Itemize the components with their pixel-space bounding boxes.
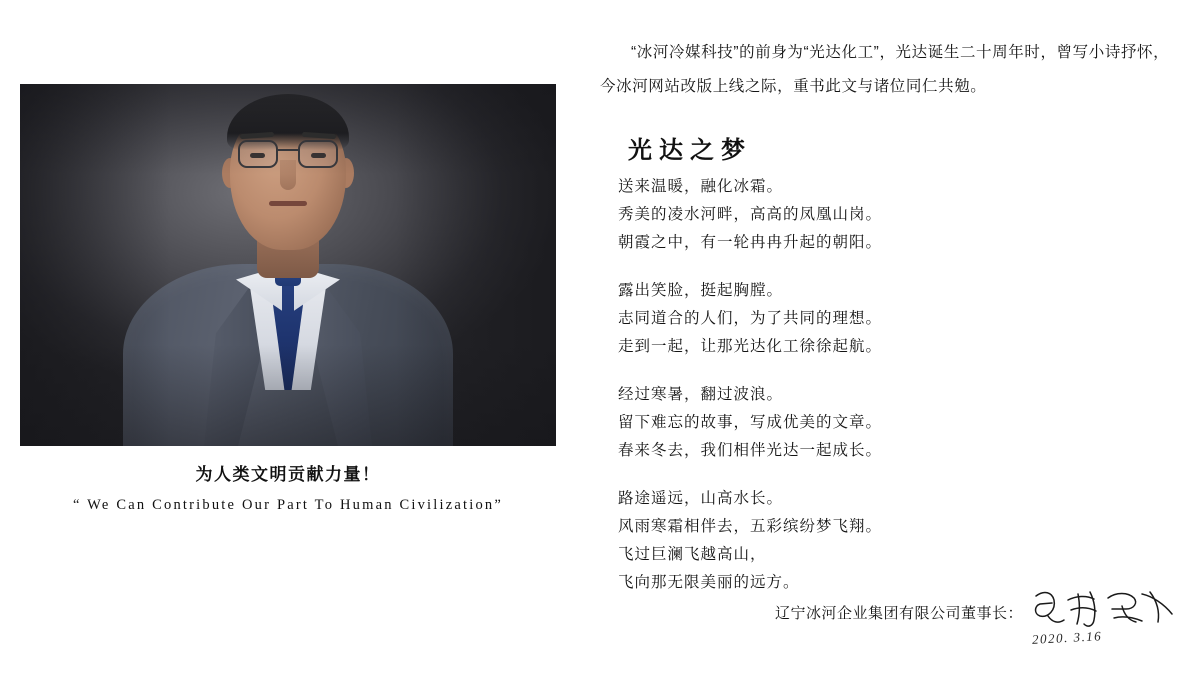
poem-line: 飞过巨澜飞越高山， — [618, 546, 767, 563]
eye-right — [311, 153, 326, 158]
eyeglass-bridge — [278, 149, 298, 151]
text-column — [600, 36, 1180, 597]
eyeglasses — [238, 140, 338, 170]
dress-shirt — [250, 270, 326, 390]
poem-line: 送来温暖，融化冰霜。 — [618, 178, 784, 195]
poem-line: 春来冬去，我们相伴光达一起成长。 — [618, 442, 883, 459]
poem-body — [600, 173, 1180, 597]
suit-lapel-left — [204, 270, 278, 446]
poem-stanza — [618, 381, 1180, 465]
eyeglass-lens-right — [298, 140, 338, 168]
necktie-knot — [275, 262, 301, 286]
handwritten-signature-icon — [1030, 586, 1175, 632]
poem-line: 经过寒暑，翻过波浪。 — [618, 386, 784, 403]
caption-chinese: 为人类文明贡献力量！ — [195, 465, 381, 484]
poem-line: 露出笑脸，挺起胸膛。 — [618, 282, 784, 299]
ear-right — [338, 158, 354, 188]
poem-line: 路途遥远，山高水长。 — [618, 490, 784, 507]
poem-line: 风雨寒霜相伴去，五彩缤纷梦飞翔。 — [618, 518, 883, 535]
suit-jacket — [123, 264, 453, 446]
head — [230, 104, 346, 250]
signature-label: 辽宁冰河企业集团有限公司董事长： — [775, 605, 1024, 622]
signature-block — [600, 596, 1180, 676]
nose — [280, 160, 296, 190]
eyebrow-left — [240, 132, 274, 139]
poem-line: 秀美的凌水河畔，高高的凤凰山岗。 — [618, 206, 883, 223]
portrait-caption — [20, 446, 556, 532]
poem-line: 走到一起，让那光达化工徐徐起航。 — [618, 338, 883, 355]
shirt-collar-left — [236, 266, 282, 318]
signature-date: 2020. 3.16 — [1031, 628, 1103, 647]
poem-stanza — [618, 485, 1180, 597]
mouth — [269, 201, 307, 206]
poem-stanza — [618, 277, 1180, 361]
hair — [227, 94, 349, 150]
portrait-card — [20, 84, 556, 532]
poem-title: 光达之梦 — [628, 137, 752, 164]
shirt-collar-right — [294, 266, 340, 318]
neck — [257, 232, 319, 278]
portrait-figure — [20, 84, 556, 446]
eyebrow-right — [302, 132, 336, 139]
caption-english: “ We Can Contribute Our Part To Human Civilization” — [72, 497, 504, 513]
ear-left — [222, 158, 238, 188]
poem-line: 留下难忘的故事，写成优美的文章。 — [618, 414, 883, 431]
portrait-photo — [20, 84, 556, 446]
intro-paragraph: “冰河冷媒科技”的前身为“光达化工”，光达诞生二十周年时，曾写小诗抒怀，今冰河网站改版上线之际，重书此文与诸位同仁共勉。 — [600, 44, 1170, 95]
eye-left — [250, 153, 265, 158]
necktie — [273, 278, 303, 390]
poem-line: 朝霞之中，有一轮冉冉升起的朝阳。 — [618, 234, 883, 251]
poem-stanza — [618, 173, 1180, 257]
eyeglass-lens-left — [238, 140, 278, 168]
poem-line: 志同道合的人们，为了共同的理想。 — [618, 310, 883, 327]
suit-lapel-right — [298, 270, 372, 446]
poem-line: 飞向那无限美丽的远方。 — [618, 574, 800, 591]
